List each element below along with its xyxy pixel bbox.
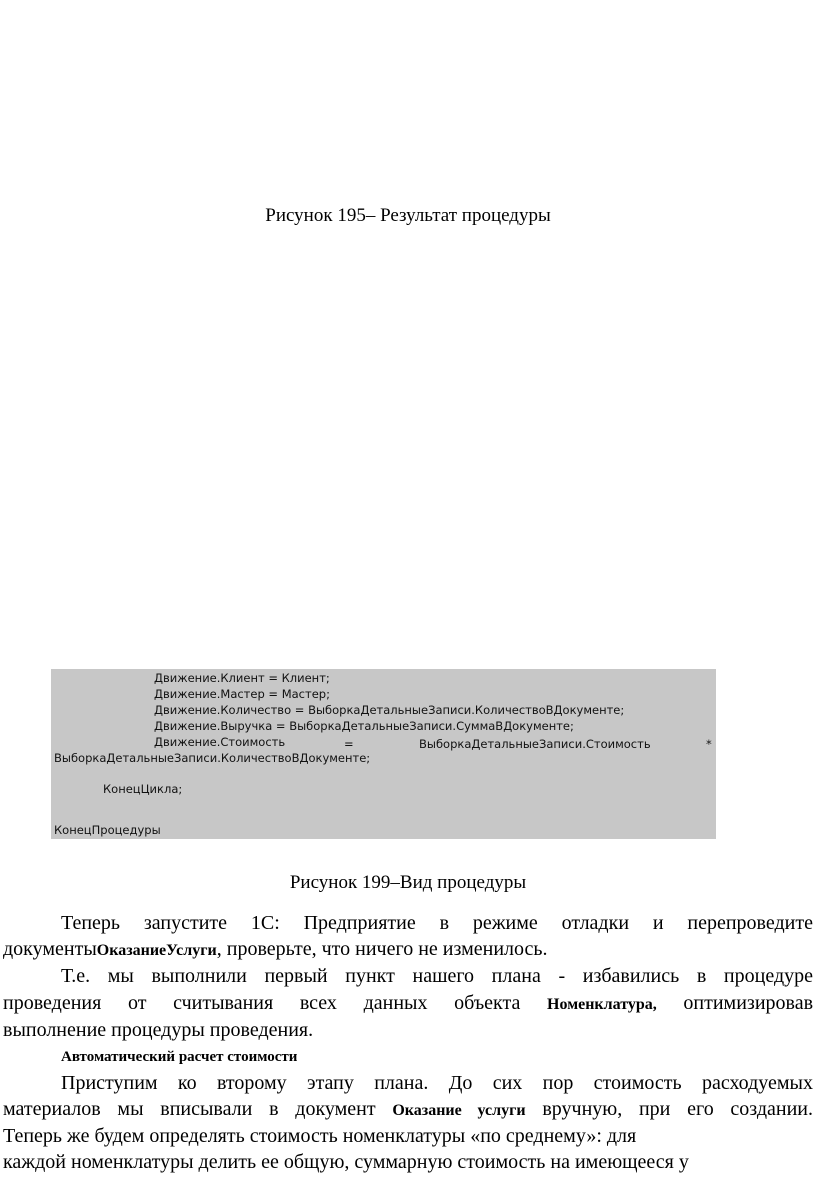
code-line: ВыборкаДетальныеЗаписи.КоличествоВДокументе; bbox=[54, 751, 371, 765]
code-screenshot bbox=[51, 669, 716, 839]
section-heading: Автоматический расчет стоимости bbox=[61, 1049, 298, 1065]
code-line: Движение.Количество = ВыборкаДетальныеЗаписи.КоличествоВДокументе; bbox=[154, 703, 625, 717]
code-token: = bbox=[344, 737, 354, 751]
figure-caption-199: Рисунок 199–Вид процедуры bbox=[289, 872, 527, 893]
paragraph-line: выполнение процедуры проведения. bbox=[3, 1019, 314, 1041]
paragraph-line: документыОказаниеУслуги, проверьте, что ничего не изменилось. bbox=[3, 938, 548, 960]
paragraph-line: Т.е. мы выполнили первый пункт нашего плана - избавились в процедуре bbox=[61, 965, 813, 987]
figure-caption-195: Рисунок 195– Результат процедуры bbox=[265, 205, 551, 226]
code-line: КонецЦикла; bbox=[103, 782, 183, 796]
code-token: * bbox=[706, 737, 712, 751]
paragraph-line: материалов мы вписывали в документ Оказание услуги вручную, при его создании. bbox=[3, 1098, 814, 1120]
code-line: Движение.Мастер = Мастер; bbox=[154, 687, 330, 701]
code-line: Движение.Стоимость bbox=[154, 735, 286, 749]
paragraph-line: Теперь же будем определять стоимость номенклатуры «по среднему»: для bbox=[3, 1125, 637, 1147]
paragraph-line: Теперь запустите 1С: Предприятие в режиме отладки и перепроведите bbox=[61, 912, 813, 934]
code-line: КонецПроцедуры bbox=[54, 823, 161, 837]
paragraph-line: проведения от считывания всех данных объекта Номенклатура, оптимизировав bbox=[3, 992, 814, 1014]
paragraph-line: Приступим ко второму этапу плана. До сих пор стоимость расходуемых bbox=[61, 1072, 813, 1094]
paragraph-line: каждой номенклатуры делить ее общую, суммарную стоимость на имеющееся у bbox=[3, 1151, 689, 1173]
code-line: Движение.Выручка = ВыборкаДетальныеЗаписи.СуммаВДокументе; bbox=[154, 719, 574, 733]
code-line: Движение.Клиент = Клиент; bbox=[154, 671, 330, 685]
code-token: ВыборкаДетальныеЗаписи.Стоимость bbox=[419, 737, 651, 751]
